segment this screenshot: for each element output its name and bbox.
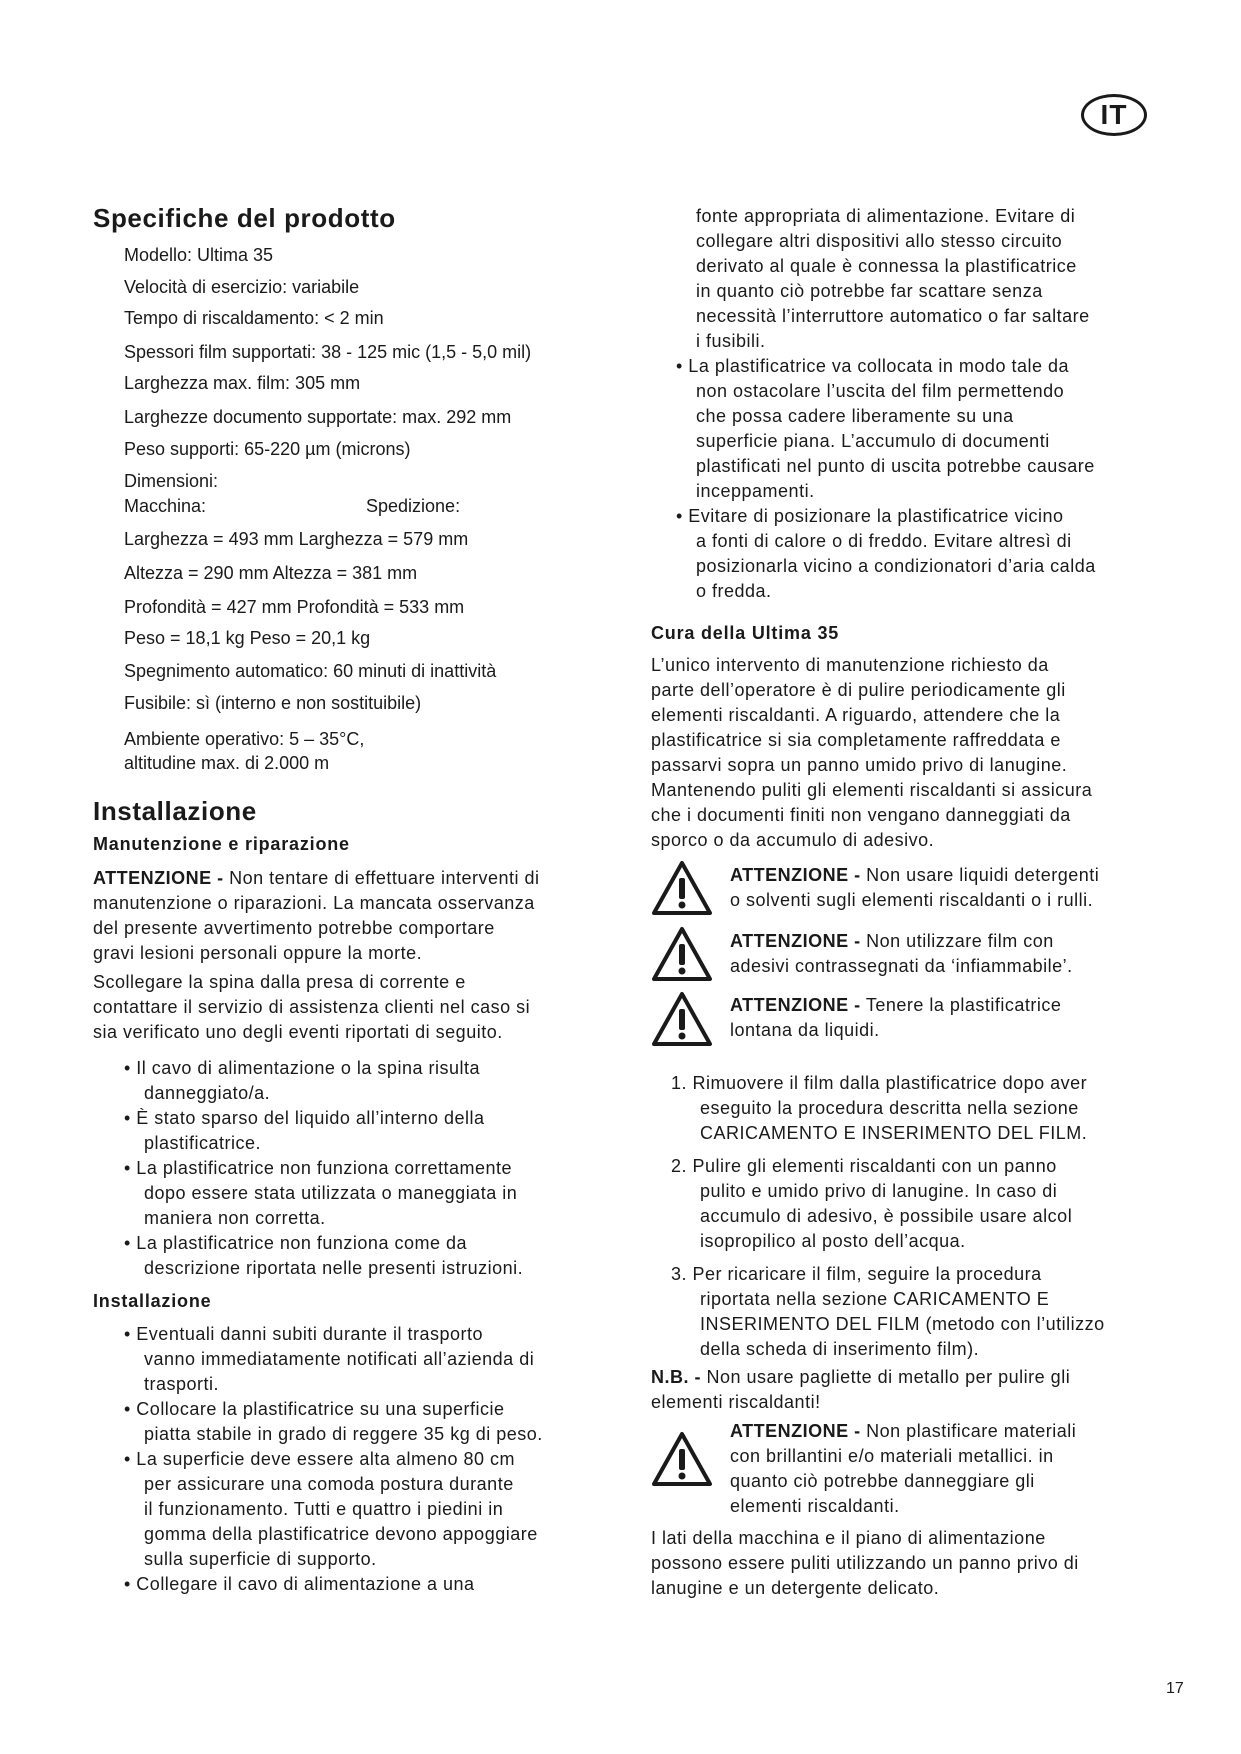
power-continuation: fonte appropriata di alimentazione. Evitare di collegare altri dispositivi allo stesso circuito derivato al quale è connessa la plastificatrice in quanto ciò potrebbe far scattare senza necessità l’interruttore automatico o far saltare i fusibili.	[696, 206, 1090, 351]
dims-line: Peso = 18,1 kg Peso = 20,1 kg	[124, 628, 371, 648]
list-item: • Collegare il cavo di alimentazione a una	[124, 1574, 475, 1594]
env-line: Ambiente operativo: 5 – 35°C,	[124, 729, 365, 749]
list-item: • Evitare di posizionare la plastificatrice vicino a fonti di calore o di freddo. Evitare altresì di posizionarla vicino a condizionatori d’aria calda o fredda.	[676, 506, 1096, 601]
spec-line: Peso supporti: 65-220 µm (microns)	[124, 439, 411, 459]
spec-line: Larghezze documento supportate: max. 292 mm	[124, 407, 512, 427]
spec-line: Modello: Ultima 35	[124, 245, 274, 265]
dims-shipping-label: Spedizione:	[366, 496, 461, 516]
spec-line: Spegnimento automatico: 60 minuti di inattività	[124, 661, 497, 681]
list-item: • Eventuali danni subiti durante il trasporto vanno immediatamente notificati all’azienda di trasporti.	[124, 1324, 535, 1394]
spec-line: Fusibile: sì (interno e non sostituibile)	[124, 693, 422, 713]
spec-line: Larghezza max. film: 305 mm	[124, 373, 361, 393]
install-subtitle: Installazione	[93, 1291, 212, 1311]
install-title: Installazione	[93, 796, 257, 826]
care-paragraph: L’unico intervento di manutenzione richiesto da parte dell’operatore è di pulire periodicamente gli elementi riscaldanti. A riguardo, attendere che la plastificatrice si sia completamente raffreddata e passarvi sopra un panno umido privo di lanugine. Mantenendo puliti gli elementi riscaldanti si assicura che i documenti finiti non vengano danneggiati da sporco o da accumulo di adesivo.	[651, 655, 1093, 850]
spec-line: Dimensioni:	[124, 471, 219, 491]
list-item: 2. Pulire gli elementi riscaldanti con un panno pulito e umido privo di lanugine. In caso di accumulo di adesivo, è possibile usare alcol isopropilico al posto dell’acqua.	[671, 1156, 1073, 1251]
env-line: altitudine max. di 2.000 m	[124, 753, 330, 773]
maint-bullets	[124, 1056, 523, 1281]
dims-line: Larghezza = 493 mm Larghezza = 579 mm	[124, 529, 469, 549]
nb-note: N.B. - Non usare pagliette di metallo per pulire gli elementi riscaldanti!	[651, 1367, 1071, 1412]
list-item: 3. Per ricaricare il film, seguire la procedura riportata nella sezione CARICAMENTO E INSERIMENTO DEL FILM (metodo con l’utilizzo della scheda di inserimento film).	[671, 1264, 1105, 1359]
language-badge: IT	[1081, 94, 1147, 136]
page-number: 17	[1166, 1680, 1184, 1697]
warning-triangle-icon	[651, 1431, 713, 1487]
maint-subtitle: Manutenzione e riparazione	[93, 834, 350, 854]
care-title: Cura della Ultima 35	[651, 623, 840, 643]
warning-triangle-icon	[651, 991, 713, 1047]
dims-line: Altezza = 290 mm Altezza = 381 mm	[124, 563, 418, 583]
spec-line: Spessori film supportati: 38 - 125 mic (1,5 - 5,0 mil)	[124, 342, 532, 362]
list-item: 1. Rimuovere il film dalla plastificatrice dopo aver eseguito la procedura descritta nella sezione CARICAMENTO E INSERIMENTO DEL FILM.	[671, 1073, 1088, 1143]
list-item: • La superficie deve essere alta almeno 80 cm per assicurare una comoda postura durante il funzionamento. Tutti e quattro i piedini in gomma della plastificatrice devono appoggiare sulla superficie di supporto.	[124, 1449, 538, 1569]
unplug-paragraph: Scollegare la spina dalla presa di corrente e contattare il servizio di assistenza clienti nel caso si sia verificato uno degli eventi riportati di seguito.	[93, 972, 531, 1042]
list-item: • La plastificatrice non funziona come da descrizione riportata nelle presenti istruzioni.	[124, 1233, 524, 1278]
spec-title: Specifiche del prodotto	[93, 203, 396, 233]
list-item: • La plastificatrice va collocata in modo tale da non ostacolare l’uscita del film permettendo che possa cadere liberamente su una superficie piana. L’accumulo di documenti plastificati nel punto di uscita potrebbe causare inceppamenti.	[676, 356, 1095, 501]
placement-bullets	[676, 354, 1096, 604]
spec-line: Tempo di riscaldamento: < 2 min	[124, 308, 384, 328]
dims-machine-label: Macchina:	[124, 496, 207, 516]
list-item: • Collocare la plastificatrice su una superficie piatta stabile in grado di reggere 35 kg di peso.	[124, 1399, 543, 1444]
spec-line: Velocità di esercizio: variabile	[124, 277, 360, 297]
list-item: • La plastificatrice non funziona correttamente dopo essere stata utilizzata o maneggiata in maniera non corretta.	[124, 1158, 518, 1228]
install-bullets	[124, 1322, 543, 1597]
cleaning-steps	[671, 1071, 1105, 1362]
list-item: • È stato sparso del liquido all’interno della plastificatrice.	[124, 1108, 485, 1153]
warning-triangle-icon	[651, 926, 713, 982]
list-item: • Il cavo di alimentazione o la spina risulta danneggiato/a.	[124, 1058, 480, 1103]
warning-triangle-icon	[651, 860, 713, 916]
attention-label: ATTENZIONE -	[93, 868, 224, 888]
maint-attention: ATTENZIONE - Non tentare di effettuare interventi di manutenzione o riparazioni. La mancata osservanza del presente avvertimento potrebbe comportare gravi lesioni personali oppure la morte.	[93, 868, 540, 963]
final-paragraph: I lati della macchina e il piano di alimentazione possono essere puliti utilizzando un panno privo di lanugine e un detergente delicato.	[651, 1528, 1079, 1598]
dims-line: Profondità = 427 mm Profondità = 533 mm	[124, 597, 465, 617]
